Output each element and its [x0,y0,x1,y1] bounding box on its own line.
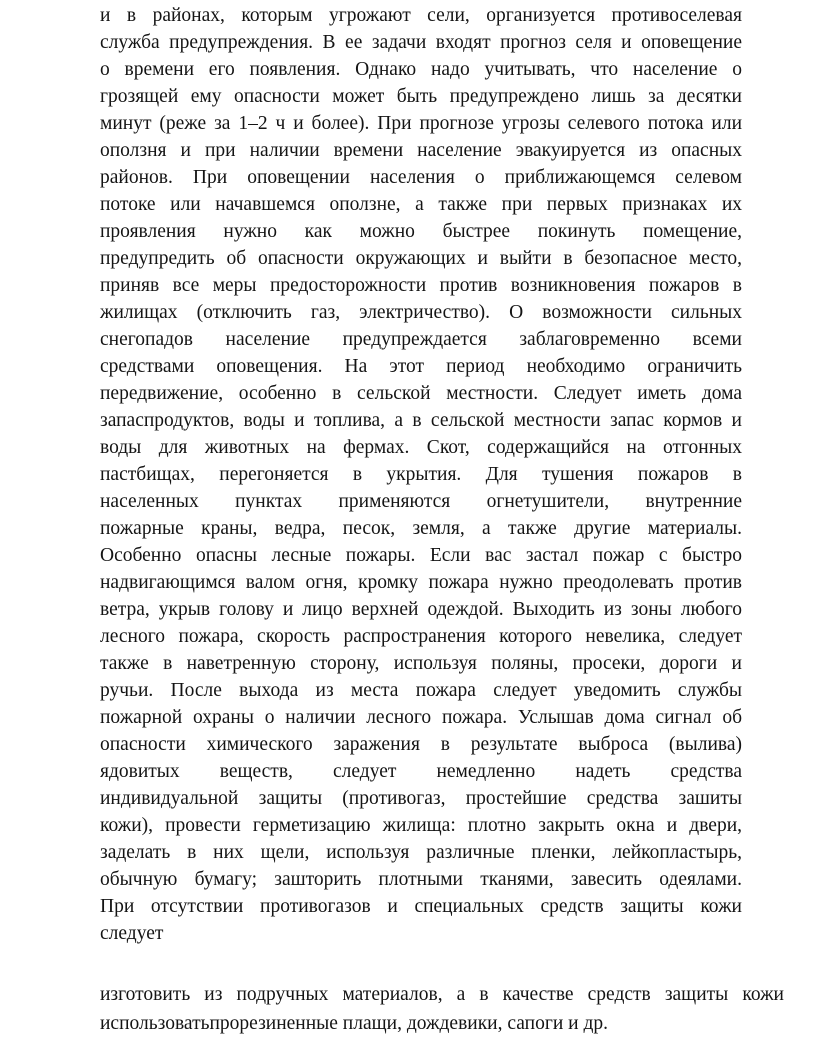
text-line: передвижение, особенно в сельской местности. Следует иметь дома [100,383,742,404]
text-line: использоватьпрорезиненные плащи, дождевики, сапоги и др. [100,1013,609,1034]
text-line: и в районах, которым угрожают сели, организуется противоселевая [100,5,742,26]
text-line: При отсутствии противогазов и специальных средств защиты кожи [100,896,742,917]
text-line: средствами оповещения. На этот период необходимо ограничить [100,356,742,377]
text-line: минут (реже за 1–2 ч и более). При прогнозе угрозы селевого потока или [100,113,742,134]
text-line: ветра, укрыв голову и лицо верхней одеждой. Выходить из зоны любого [100,599,742,620]
text-line: заделать в них щели, используя различные пленки, лейкопластырь, [100,842,742,863]
text-line: надвигающимся валом огня, кромку пожара нужно преодолевать против [100,572,742,593]
text-line: предупредить об опасности окружающих и выйти в безопасное место, [100,248,742,269]
text-line: ядовитых веществ, следует немедленно надеть средства [100,761,742,782]
text-line: грозящей ему опасности может быть предупреждено лишь за десятки [100,86,742,107]
text-line: жилищах (отключить газ, электричество). О возможности сильных [100,302,742,323]
text-line: приняв все меры предосторожности против возникновения пожаров в [100,275,742,296]
text-line: опасности химического заражения в результате выброса (вылива) [100,734,742,755]
text-line: о времени его появления. Однако надо учитывать, что население о [100,59,742,80]
text-line: лесного пожара, скорость распространения которого невелика, следует [100,626,742,647]
text-line: изготовить из подручных материалов, а в качестве средств защиты кожи [100,984,784,1005]
text-line: районов. При оповещении населения о приближающемся селевом [100,167,742,188]
text-line: оползня и при наличии времени население эвакуируется из опасных [100,140,742,161]
paragraph-continuation [100,980,784,1038]
text-line: снегопадов население предупреждается заблаговременно всеми [100,329,742,350]
text-line: потоке или начавшемся оползне, а также при первых признаках их [100,194,742,215]
text-line: запаспродуктов, воды и топлива, а в сельской местности запас кормов и [100,410,742,431]
text-line: пожарной охраны о наличии лесного пожара. Услышав дома сигнал об [100,707,742,728]
text-line: пожарные краны, ведра, песок, земля, а также другие материалы. [100,518,742,539]
text-line: населенных пунктах применяются огнетушители, внутренние [100,491,742,512]
text-line: следует [100,923,164,944]
text-line: воды для животных на фермах. Скот, содержащийся на отгонных [100,437,742,458]
text-line: пастбищах, перегоняется в укрытия. Для тушения пожаров в [100,464,742,485]
text-line: индивидуальной защиты (противогаз, простейшие средства зашиты [100,788,742,809]
text-line: обычную бумагу; зашторить плотными тканями, завесить одеялами. [100,869,742,890]
text-line: также в наветренную сторону, используя поляны, просеки, дороги и [100,653,742,674]
paragraph-main [100,2,742,947]
text-line: проявления нужно как можно быстрее покинуть помещение, [100,221,742,242]
text-line: ручьи. После выхода из места пожара следует уведомить службы [100,680,742,701]
text-line: кожи), провести герметизацию жилища: плотно закрыть окна и двери, [100,815,742,836]
text-line: Особенно опасны лесные пожары. Если вас застал пожар с быстро [100,545,742,566]
text-line: служба предупреждения. В ее задачи входят прогноз селя и оповещение [100,32,742,53]
